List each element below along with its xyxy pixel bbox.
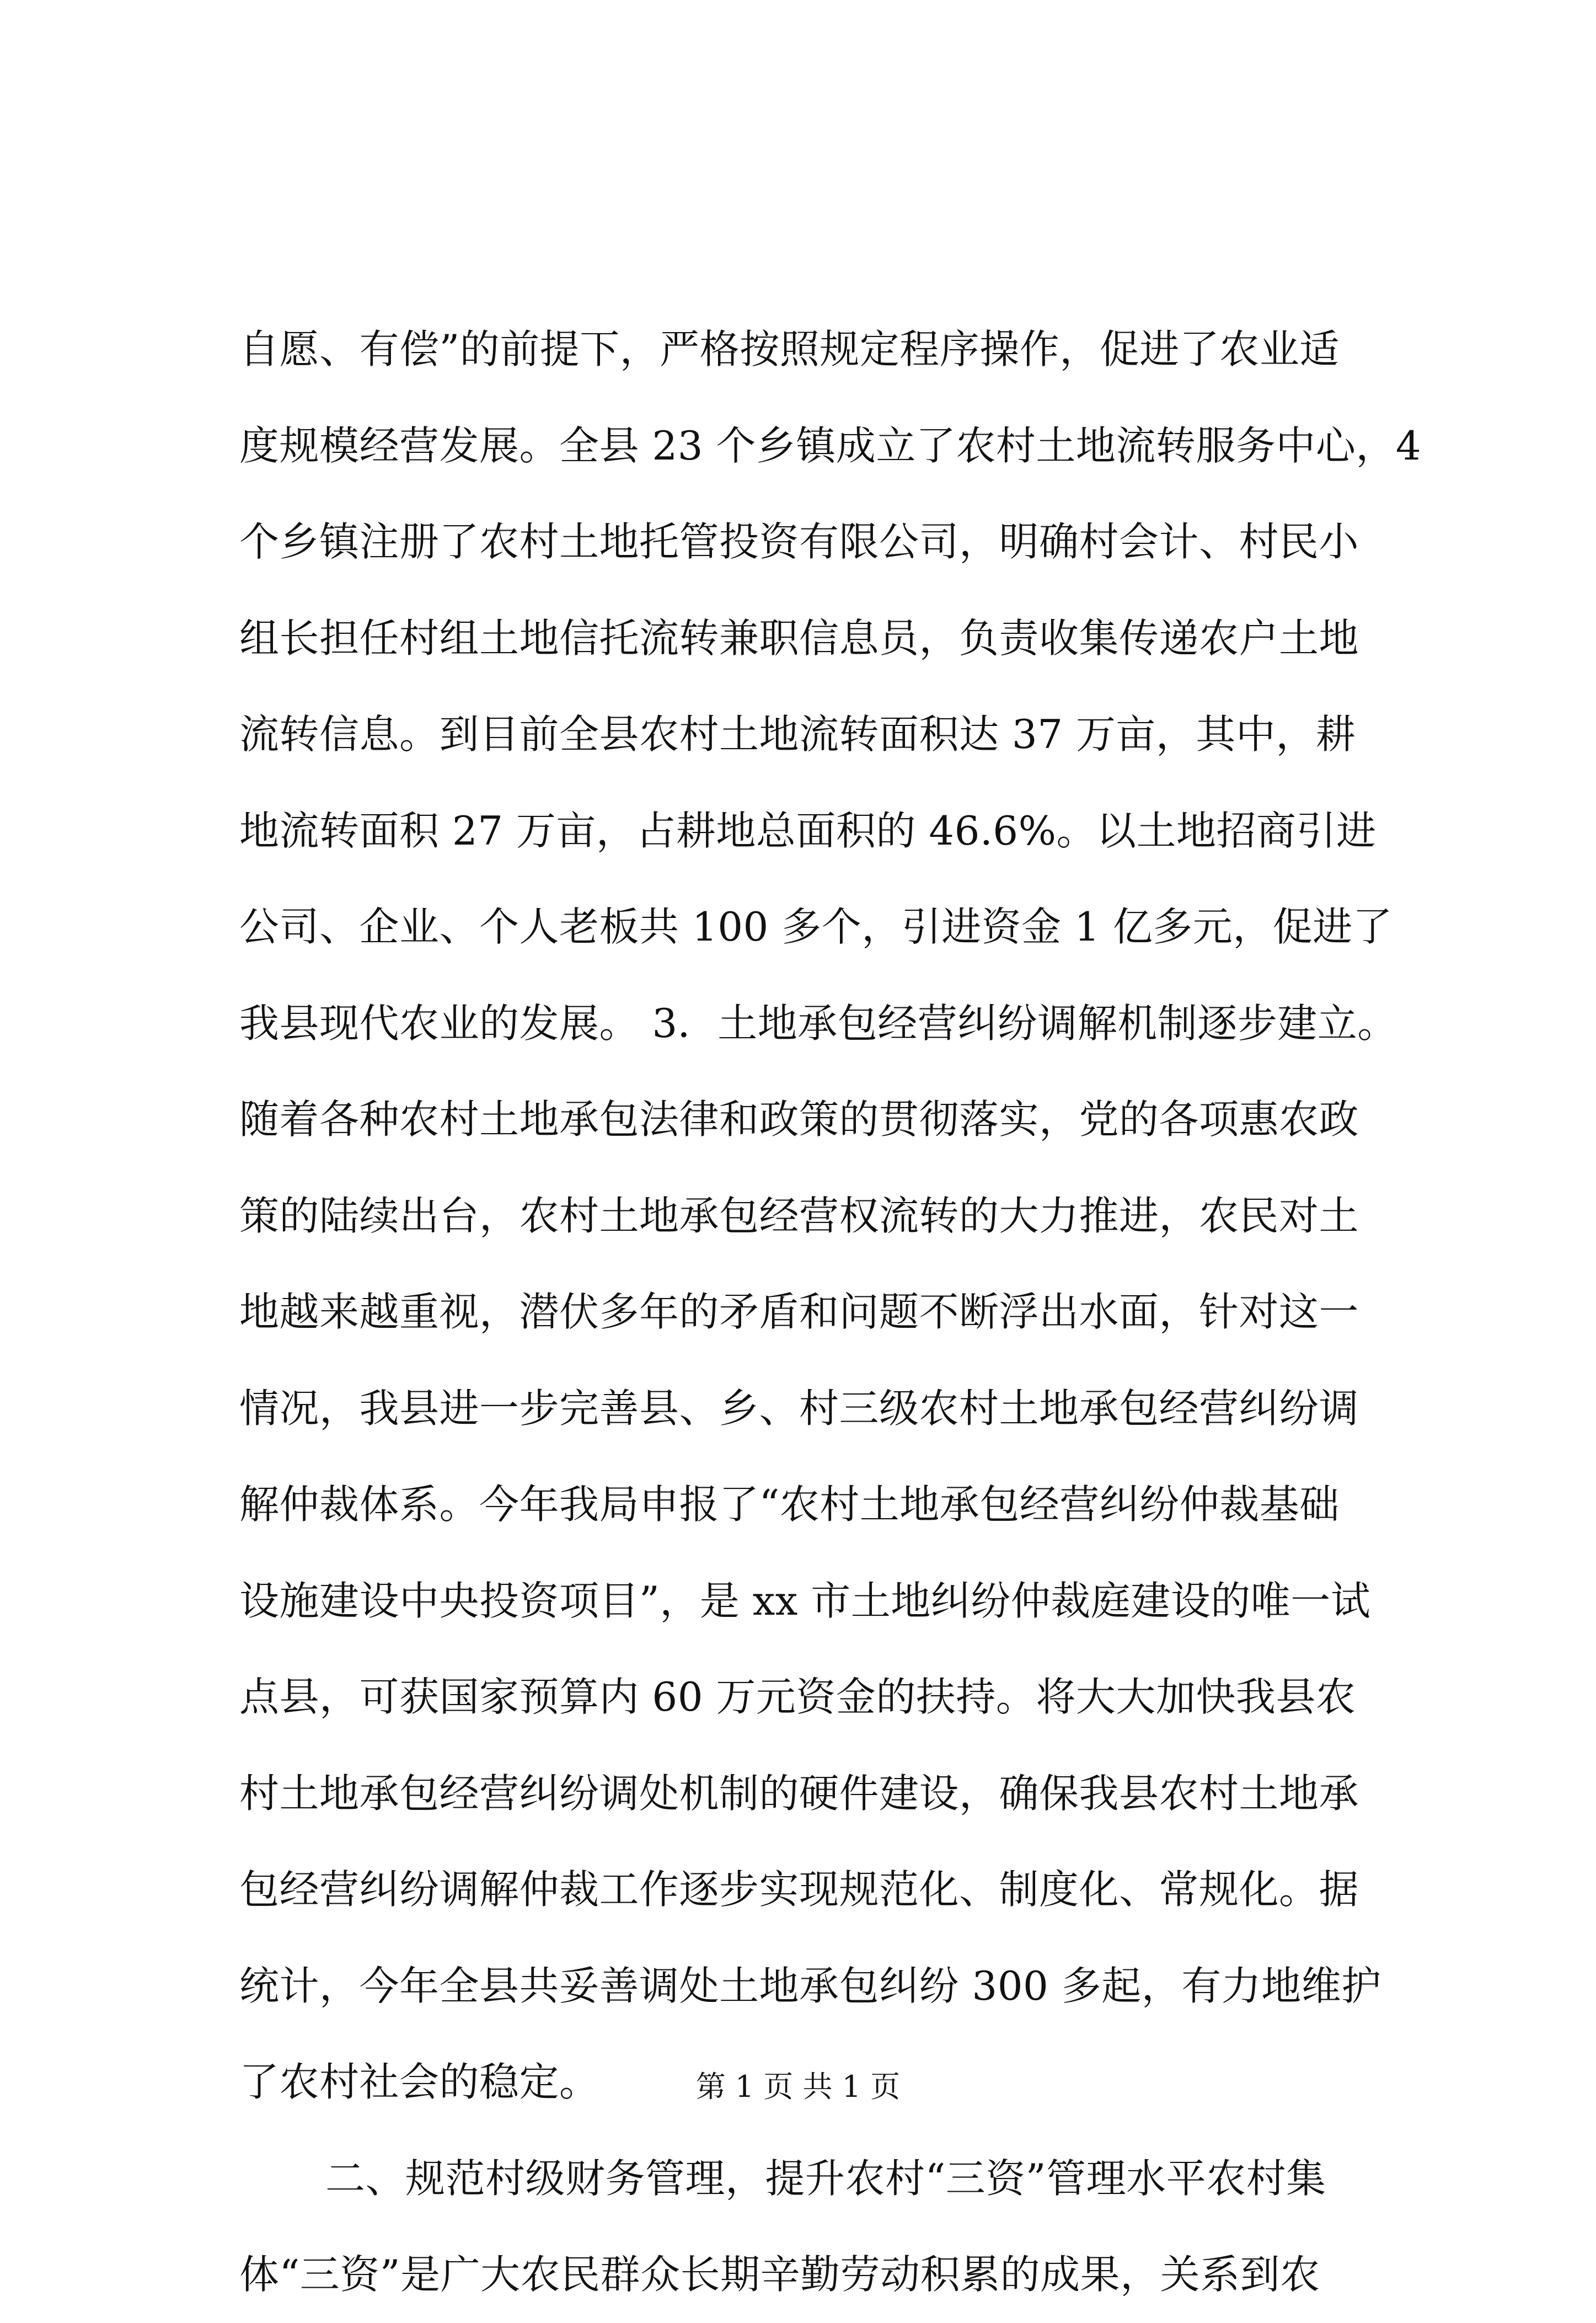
body-text — [239, 301, 1453, 2323]
section-heading-line: 二、规范村级财务管理，提升农村“三资”管理水平农村集 — [325, 2155, 1326, 2202]
text-line: 情况，我县进一步完善县、乡、村三级农村土地承包经营纠纷调 — [239, 1385, 1359, 1432]
text-line: 点县，可获国家预算内 60 万元资金的扶持。将大大加快我县农 — [239, 1674, 1356, 1720]
text-line: 自愿、有偿”的前提下，严格按照规定程序操作，促进了农业适 — [239, 326, 1340, 372]
text-line: 体“三资”是广大农民群众长期辛勤劳动积累的成果，关系到农 — [239, 2251, 1320, 2298]
text-line: 流转信息。到目前全县农村土地流转面积达 37 万亩，其中，耕 — [239, 711, 1356, 757]
text-line: 个乡镇注册了农村土地托管投资有限公司，明确村会计、村民小 — [239, 519, 1359, 565]
text-line: 我县现代农业的发展。 3．土地承包经营纠纷调解机制逐步建立。 — [239, 1000, 1397, 1046]
text-line: 随着各种农村土地承包法律和政策的贯彻落实，党的各项惠农政 — [239, 1096, 1359, 1142]
text-line: 包经营纠纷调解仲裁工作逐步实现规范化、制度化、常规化。据 — [239, 1866, 1359, 1913]
text-line: 公司、企业、个人老板共 100 多个，引进资金 1 亿多元，促进了 — [239, 904, 1393, 950]
text-line: 度规模经营发展。全县 23 个乡镇成立了农村土地流转服务中心，4 — [239, 422, 1422, 469]
text-line: 统计，今年全县共妥善调处土地承包纠纷 300 多起，有力地维护 — [239, 1962, 1381, 2009]
text-line: 地流转面积 27 万亩，占耕地总面积的 46.6%。以土地招商引进 — [239, 807, 1377, 854]
text-line: 组长担任村组土地信托流转兼职信息员，负责收集传递农户土地 — [239, 615, 1359, 661]
text-line: 村土地承包经营纠纷调处机制的硬件建设，确保我县农村土地承 — [239, 1770, 1359, 1817]
text-line: 地越来越重视，潜伏多年的矛盾和问题不断浮出水面，针对这一 — [239, 1289, 1359, 1335]
text-line: 策的陆续出台，农村土地承包经营权流转的大力推进，农民对土 — [239, 1192, 1359, 1239]
text-line: 设施建设中央投资项目”，是 xx 市土地纠纷仲裁庭建设的唯一试 — [239, 1577, 1371, 1624]
text-line: 了农村社会的稳定。 — [239, 2059, 599, 2105]
page-footer: 第 1 页 共 1 页 — [695, 2069, 901, 2104]
text-line: 解仲裁体系。今年我局申报了“农村土地承包经营纠纷仲裁基础 — [239, 1481, 1340, 1528]
